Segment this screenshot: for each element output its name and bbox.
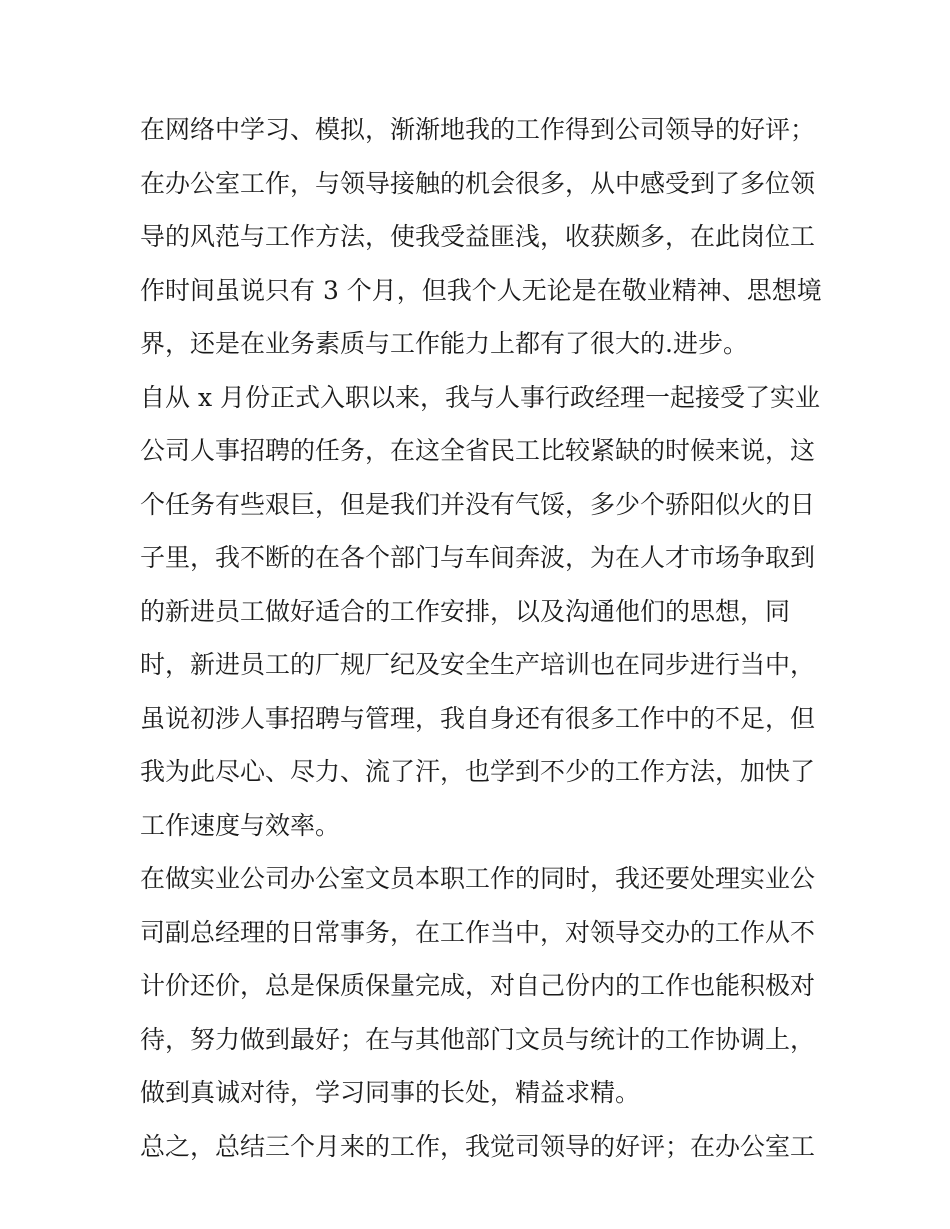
text-line: 公司人事招聘的任务，在这全省民工比较紧缺的时候来说，这 [140,436,816,465]
text-line: 虽说初涉人事招聘与管理，我自身还有很多工作中的不足，但 [140,703,816,733]
text-line: 时，新进员工的厂规厂纪及安全生产培训也在同步进行当中， [140,650,816,679]
text-line: 我为此尽心、尽力、流了汗，也学到不少的工作方法，加快了 [140,757,816,786]
text-line: 界，还是在业务素质与工作能力上都有了很大的.进步。 [140,329,748,358]
text-line: 总之，总结三个月来的工作，我觉司领导的好评；在办公室工 [140,1131,816,1161]
text-line: 个任务有些艰巨，但是我们并没有气馁，多少个骄阳似火的日 [140,489,816,519]
text-line: 自从 x 月份正式入职以来，我与人事行政经理一起接受了实业 [140,382,820,412]
text-line: 导的风范与工作方法，使我受益匪浅，收获颇多，在此岗位工 [140,222,816,251]
text-line: 在做实业公司办公室文员本职工作的同时，我还要处理实业公 [140,864,816,893]
document-body [140,103,820,1173]
text-line: 作时间虽说只有 3 个月，但我个人无论是在敬业精神、思想境 [140,275,822,305]
text-line: 司副总经理的日常事务，在工作当中，对领导交办的工作从不 [140,917,816,947]
text-line: 在网络中学习、模拟，渐渐地我的工作得到公司领导的好评； [140,115,816,144]
text-line: 待，努力做到最好；在与其他部门文员与统计的工作协调上， [140,1024,816,1054]
text-line: 计价还价，总是保质保量完成，对自己份内的工作也能积极对 [140,971,816,1000]
text-line: 子里，我不断的在各个部门与车间奔波，为在人才市场争取到 [140,543,816,572]
text-line: 做到真诚对待，学习同事的长处，精益求精。 [140,1078,641,1107]
text-line: 工作速度与效率。 [140,810,341,840]
text-line: 在办公室工作，与领导接触的机会很多，从中感受到了多位领 [140,168,816,198]
text-line: 的新进员工做好适合的工作安排，以及沟通他们的思想，同 [140,596,791,626]
